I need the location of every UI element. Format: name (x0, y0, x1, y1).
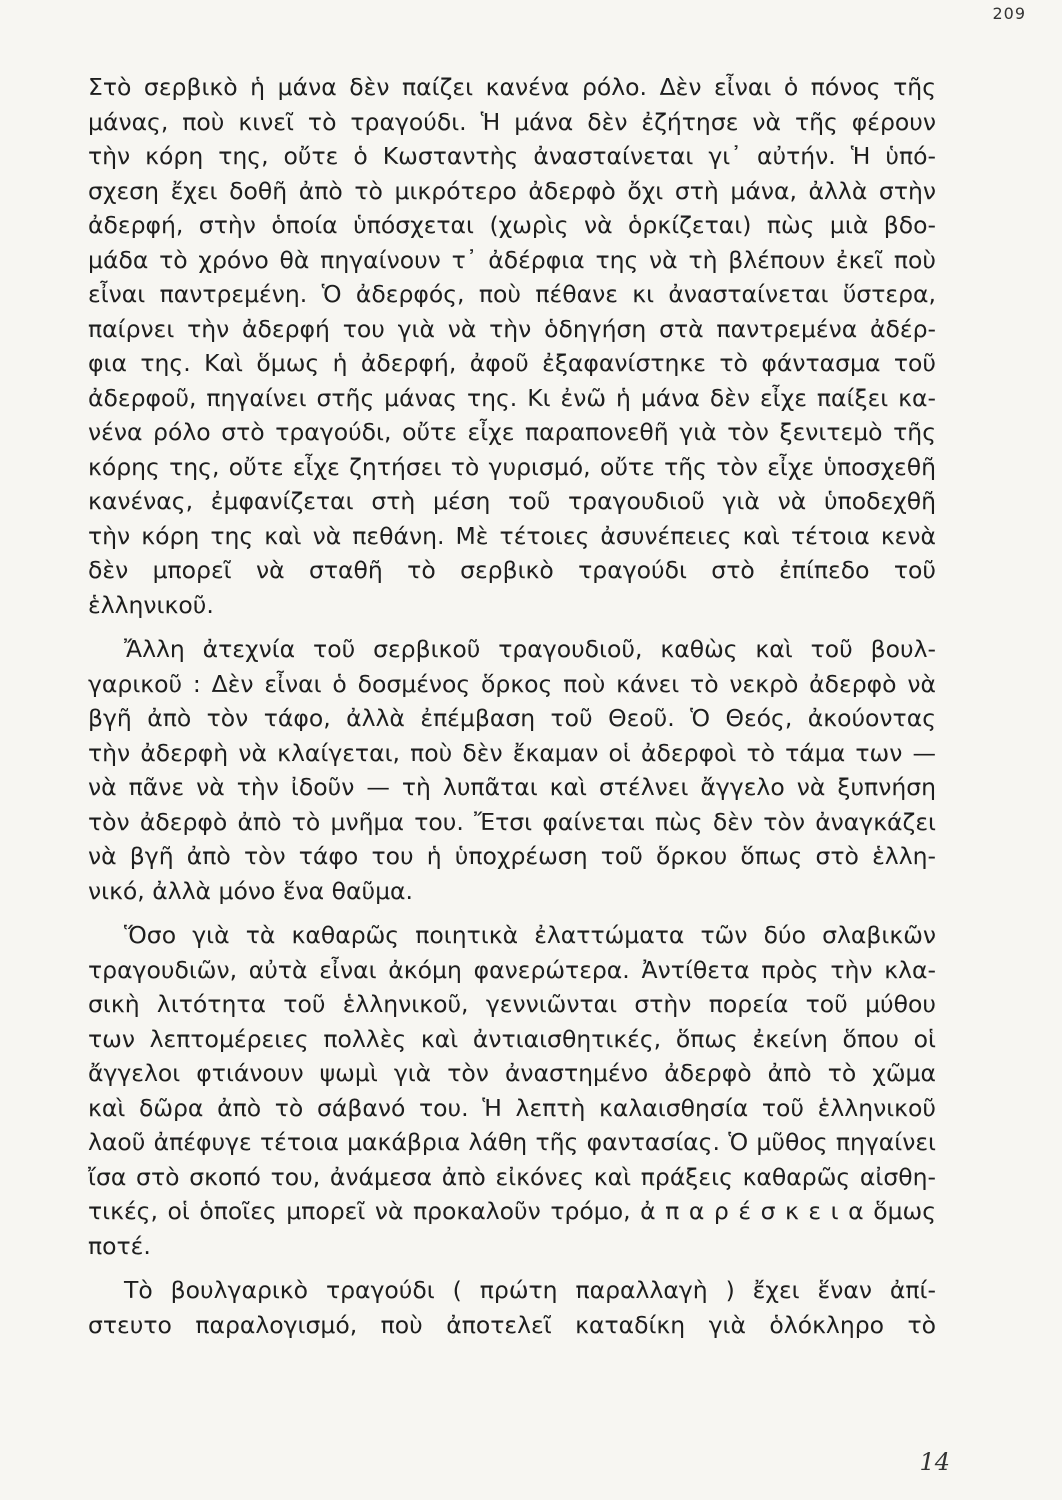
text-line: λαοῦ ἀπέφυγε τέτοια μακάβρια λάθη τῆς φαντασίας. Ὁ μῦθος πηγαίνει (88, 1128, 936, 1156)
text-line: ἀδερφοῦ, πηγαίνει στῆς μάνας της. Κι ἐνῶ ἡ μάνα δὲν εἶχε παίξει κα- (88, 383, 936, 412)
text-line: τὴν κόρη της καὶ νὰ πεθάνη. Μὲ τέτοιες ἀσυνέπειες καὶ τέτοια κενὰ (88, 521, 936, 550)
signature-mark: 14 (919, 1448, 950, 1476)
paragraph-1 (88, 70, 936, 622)
text-line: Στὸ σερβικὸ ἡ μάνα δὲν παίζει κανένα ρόλο. Δὲν εἶναι ὁ πόνος τῆς (88, 73, 936, 101)
text-line: νὰ βγῆ ἀπὸ τὸν τάφο του ἡ ὑποχρέωση τοῦ ὅρκου ὅπως στὸ ἑλλη- (88, 842, 936, 870)
text-line: νένα ρόλο στὸ τραγούδι, οὔτε εἶχε παραπονεθῆ γιὰ τὸν ξενιτεμὸ τῆς (88, 418, 936, 446)
text-line: τὴν κόρη της, οὔτε ὁ Κωσταντὴς ἀνασταίνεται γι᾽ αὐτήν. Ἡ ὑπό- (88, 142, 936, 170)
text-line: Τὸ βουλγαρικὸ τραγούδι ( πρώτη παραλλαγὴ ) ἔχει ἕναν ἀπί- (124, 1276, 936, 1304)
text-line: των λεπτομέρειες πολλὲς καὶ ἀντιαισθητικές, ὅπως ἐκείνη ὅπου οἱ (88, 1024, 936, 1053)
text-line: τραγουδιῶν, αὐτὰ εἶναι ἀκόμη φανερώτερα. Ἀντίθετα πρὸς τὴν κλα- (88, 955, 936, 984)
text-line: ἴσα στὸ σκοπό του, ἀνάμεσα ἀπὸ εἰκόνες καὶ πράξεις καθαρῶς αἰσθη- (88, 1162, 936, 1191)
text-line: καὶ δῶρα ἀπὸ τὸ σάβανό του. Ἡ λεπτὴ καλαισθησία τοῦ ἑλληνικοῦ (88, 1093, 936, 1122)
text-line: κόρης της, οὔτε εἶχε ζητήσει τὸ γυρισμό, οὔτε τῆς τὸν εἶχε ὑποσχεθῆ (88, 452, 936, 481)
text-line: φια της. Καὶ ὅμως ἡ ἀδερφή, ἀφοῦ ἐξαφανίστηκε τὸ φάντασμα τοῦ (88, 349, 936, 377)
text-line: ἑλληνικοῦ. (88, 590, 214, 619)
text-line: νὰ πᾶνε νὰ τὴν ἰδοῦν — τὴ λυπᾶται καὶ στέλνει ἄγγελο νὰ ξυπνήση (88, 773, 936, 801)
paragraph-2 (88, 632, 936, 908)
text-line: ἄγγελοι φτιάνουν ψωμὶ γιὰ τὸν ἀναστημένο ἀδερφὸ ἀπὸ τὸ χῶμα (88, 1059, 936, 1087)
text-line: τικές, οἱ ὁποῖες μπορεῖ νὰ προκαλοῦν τρόμο, ἀ π α ρ έ σ κ ε ι α ὅμως (88, 1197, 936, 1225)
text-line: βγῆ ἀπὸ τὸν τάφο, ἀλλὰ ἐπέμβαση τοῦ Θεοῦ. Ὁ Θεός, ἀκούοντας (88, 704, 936, 732)
paragraph-3 (88, 918, 936, 1263)
page-number: 209 (992, 4, 1026, 23)
text-line: σχεση ἔχει δοθῆ ἀπὸ τὸ μικρότερο ἀδερφὸ ὄχι στὴ μάνα, ἀλλὰ στὴν (88, 176, 936, 205)
text-line: Ἄλλη ἀτεχνία τοῦ σερβικοῦ τραγουδιοῦ, καθὼς καὶ τοῦ βουλ- (124, 635, 936, 663)
text-line: γαρικοῦ : Δὲν εἶναι ὁ δοσμένος ὅρκος ποὺ κάνει τὸ νεκρὸ ἀδερφὸ νὰ (88, 669, 936, 698)
text-line: τὴν ἀδερφὴ νὰ κλαίγεται, ποὺ δὲν ἔκαμαν οἱ ἀδερφοὶ τὸ τάμα των — (88, 738, 936, 767)
text-line: ποτέ. (88, 1231, 151, 1260)
text-line: δὲν μπορεῖ νὰ σταθῆ τὸ σερβικὸ τραγούδι στὸ ἐπίπεδο τοῦ (88, 556, 936, 584)
text-line: μάδα τὸ χρόνο θὰ πηγαίνουν τ᾽ ἀδέρφια της νὰ τὴ βλέπουν ἐκεῖ ποὺ (88, 245, 936, 274)
text-line: στευτο παραλογισμό, ποὺ ἀποτελεῖ καταδίκη γιὰ ὁλόκληρο τὸ (88, 1310, 936, 1339)
text-line: εἶναι παντρεμένη. Ὁ ἀδερφός, ποὺ πέθανε κι ἀνασταίνεται ὕστερα, (88, 280, 936, 308)
text-line: μάνας, ποὺ κινεῖ τὸ τραγούδι. Ἡ μάνα δὲν ἐζήτησε νὰ τῆς φέρουν (88, 107, 936, 136)
text-line: τὸν ἀδερφὸ ἀπὸ τὸ μνῆμα του. Ἔτσι φαίνεται πὼς δὲν τὸν ἀναγκάζει (88, 807, 936, 836)
text-line: σικὴ λιτότητα τοῦ ἑλληνικοῦ, γεννιῶνται στὴν πορεία τοῦ μύθου (88, 990, 936, 1018)
text-line: νικό, ἀλλὰ μόνο ἕνα θαῦμα. (88, 876, 413, 905)
text-line: ἀδερφή, στὴν ὁποία ὑπόσχεται (χωρὶς νὰ ὁρκίζεται) πὼς μιὰ βδο- (88, 211, 936, 239)
text-line: παίρνει τὴν ἀδερφή του γιὰ νὰ τὴν ὁδηγήση στὰ παντρεμένα ἀδέρ- (88, 314, 936, 343)
paragraph-4 (88, 1273, 936, 1342)
body-text (88, 70, 936, 1342)
text-line: Ὅσο γιὰ τὰ καθαρῶς ποιητικὰ ἐλαττώματα τῶν δύο σλαβικῶν (124, 921, 936, 949)
text-line: κανένας, ἐμφανίζεται στὴ μέση τοῦ τραγουδιοῦ γιὰ νὰ ὑποδεχθῆ (88, 487, 936, 515)
